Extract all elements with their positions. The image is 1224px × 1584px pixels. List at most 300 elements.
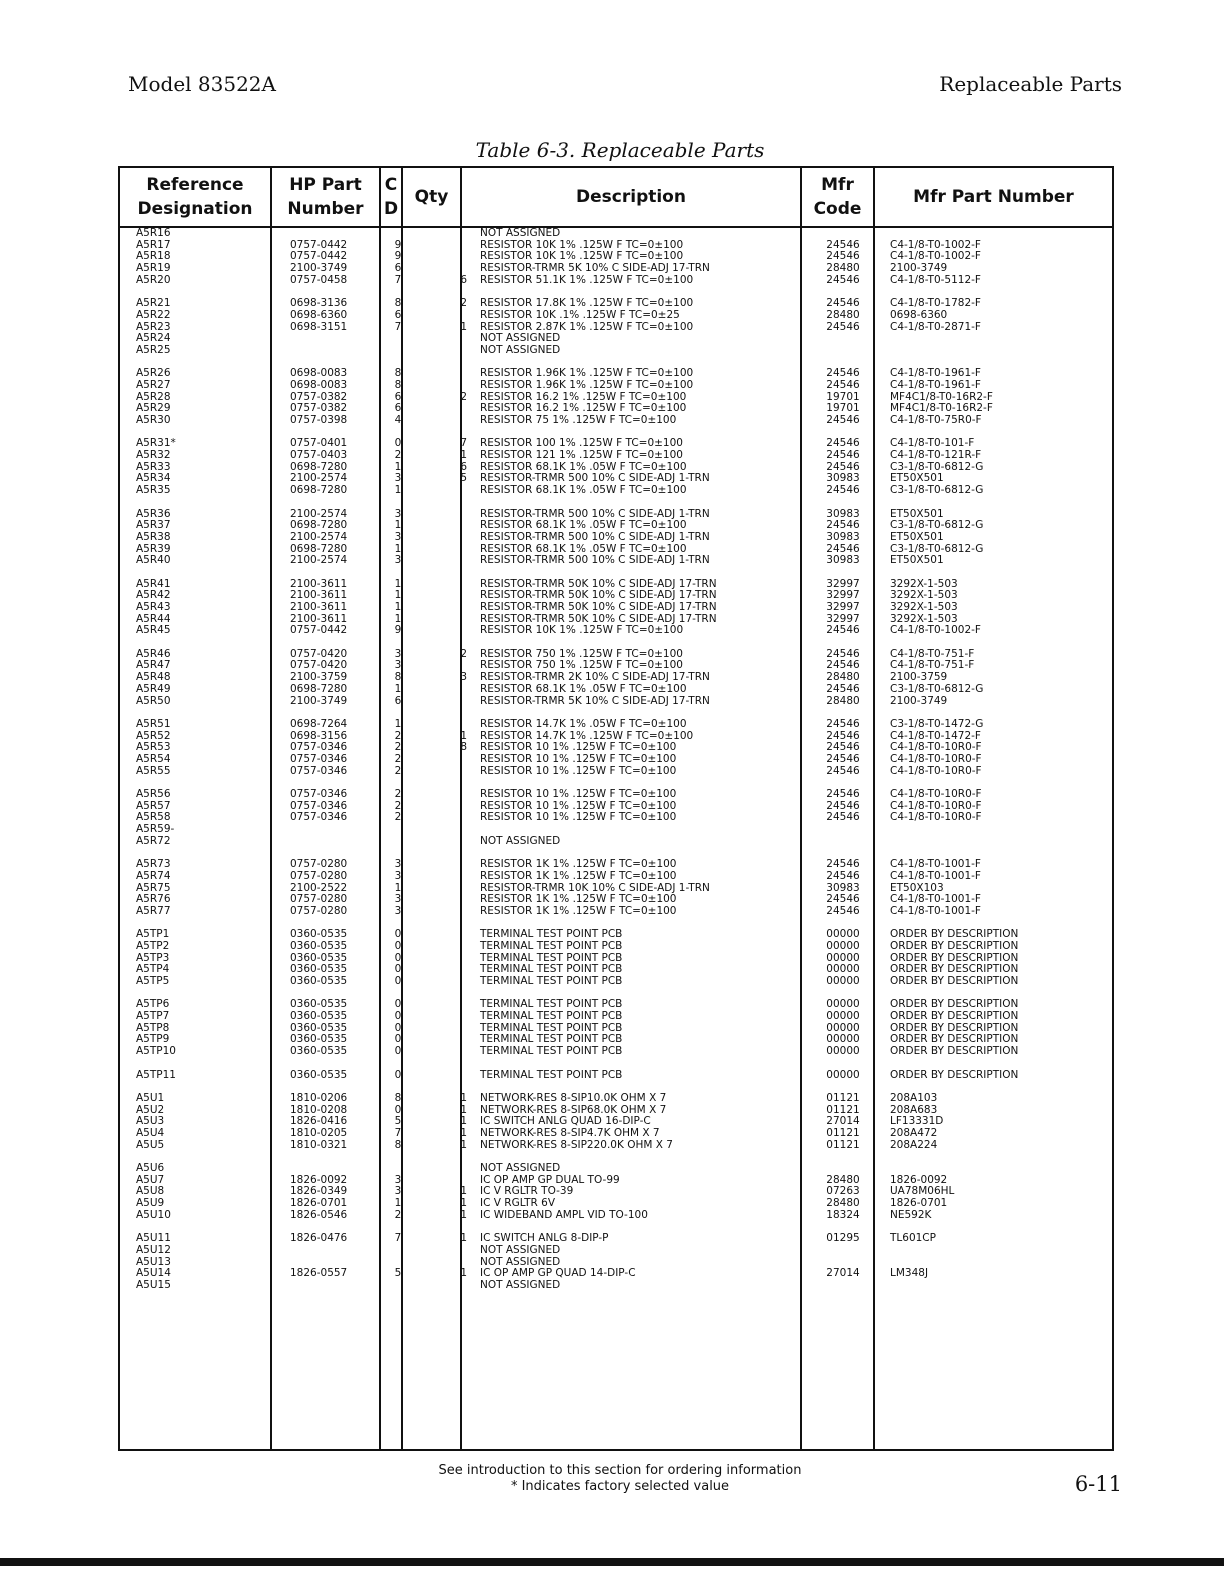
mfr-part-number: LM348J [890, 1267, 929, 1280]
description: NOT ASSIGNED [480, 343, 561, 356]
hp-part-number: 0757-0420 [290, 659, 348, 672]
hp-part-number: 0698-7280 [290, 682, 348, 695]
description: NETWORK-RES 8-SIP68.0K OHM X 7 [480, 1103, 667, 1116]
description: RESISTOR 1K 1% .125W F TC=0±100 [480, 869, 677, 882]
qty: 1 [460, 320, 467, 333]
cd-digit: 1 [394, 460, 402, 473]
header-qty: Qty [414, 187, 449, 207]
mfr-code: 24546 [826, 250, 860, 263]
cd-digit: 1 [394, 519, 402, 532]
description: RESISTOR 51.1K 1% .125W F TC=0±100 [480, 273, 694, 286]
mfr-part-number: C4-1/8-T0-751-F [890, 659, 975, 672]
mfr-part-number: C3-1/8-T0-1472-G [890, 717, 984, 730]
description: RESISTOR-TRMR 500 10% C SIDE-ADJ 1-TRN [480, 472, 710, 485]
row-group [120, 859, 1112, 917]
mfr-code: 00000 [826, 1068, 860, 1081]
mfr-code: 24546 [826, 717, 860, 730]
mfr-code: 27014 [826, 1267, 860, 1280]
ref-designation: A5R26 [136, 367, 171, 380]
description: NOT ASSIGNED [480, 834, 561, 847]
description: RESISTOR 16.2 1% .125W F TC=0±100 [480, 402, 687, 415]
mfr-part-number: C4-1/8-T0-1001-F [890, 869, 981, 882]
description: RESISTOR 100 1% .125W F TC=0±100 [480, 437, 683, 450]
ref-designation: A5R54 [136, 752, 171, 765]
cd-digit: 3 [394, 554, 402, 567]
ref-designation: A5R72 [136, 834, 171, 847]
table-row [120, 1046, 1112, 1058]
mfr-part-number: LF13331D [890, 1115, 944, 1128]
qty: 2 [460, 297, 467, 310]
cd-digit: 4 [394, 414, 402, 426]
description: TERMINAL TEST POINT PCB [480, 1033, 623, 1046]
mfr-code: 00000 [826, 1045, 860, 1058]
cd-digit: 7 [394, 320, 402, 333]
hp-part-number: 0698-7280 [290, 542, 348, 555]
mfr-code: 24546 [826, 320, 860, 333]
description: NETWORK-RES 8-SIP4.7K OHM X 7 [480, 1126, 660, 1139]
ref-designation: A5U9 [136, 1197, 165, 1210]
mfr-part-number: C4-1/8-T0-1961-F [890, 378, 981, 391]
ref-designation: A5TP8 [136, 1021, 170, 1034]
cd-digit: 3 [394, 647, 402, 660]
mfr-code: 01121 [826, 1091, 860, 1104]
description: RESISTOR 68.1K 1% .05W F TC=0±100 [480, 484, 687, 497]
mfr-part-number: ORDER BY DESCRIPTION [890, 1033, 1019, 1046]
cd-digit: 9 [394, 250, 402, 263]
mfr-code: 18324 [826, 1208, 860, 1221]
mfr-code: 24546 [826, 659, 860, 672]
hp-part-number: 0757-0346 [290, 788, 348, 800]
qty: 1 [460, 1126, 467, 1139]
hp-part-number: 0360-0535 [290, 1068, 348, 1081]
cd-digit: 0 [394, 951, 402, 964]
model-header: Model 83522A [128, 72, 276, 96]
cd-digit: 7 [394, 1126, 402, 1139]
mfr-code: 24546 [826, 378, 860, 391]
mfr-code: 32997 [826, 612, 860, 625]
table-row [120, 602, 1112, 614]
table-row [120, 1011, 1112, 1023]
hp-part-number: 0757-0458 [290, 273, 348, 286]
cd-digit: 1 [394, 601, 402, 613]
mfr-code: 24546 [826, 682, 860, 695]
mfr-part-number: C4-1/8-T0-1002-F [890, 624, 981, 637]
description: RESISTOR-TRMR 50K 10% C SIDE-ADJ 17-TRN [480, 589, 717, 602]
mfr-code: 00000 [826, 1021, 860, 1034]
ref-designation: A5R76 [136, 893, 171, 906]
ref-designation: A5R38 [136, 530, 171, 543]
cd-digit: 0 [394, 939, 402, 952]
ref-designation: A5U10 [136, 1208, 171, 1221]
cd-digit: 6 [394, 308, 402, 321]
mfr-code: 24546 [826, 367, 860, 380]
mfr-part-number: C3-1/8-T0-6812-G [890, 519, 984, 532]
mfr-code: 24546 [826, 752, 860, 765]
row-group [120, 228, 1112, 286]
table-row [120, 450, 1112, 462]
ref-designation: A5TP4 [136, 963, 170, 976]
ref-designation: A5R52 [136, 729, 171, 742]
cd-digit: 8 [394, 671, 402, 684]
mfr-code: 19701 [826, 390, 860, 403]
ref-designation: A5TP7 [136, 1010, 170, 1023]
ref-designation: A5R24 [136, 332, 171, 345]
mfr-part-number: C4-1/8-T0-5112-F [890, 273, 981, 286]
ref-designation: A5R57 [136, 799, 171, 812]
row-group [120, 649, 1112, 707]
mfr-code: 24546 [826, 788, 860, 800]
header-description: Description [576, 187, 686, 207]
mfr-part-number: ORDER BY DESCRIPTION [890, 1021, 1019, 1034]
description: RESISTOR 10 1% .125W F TC=0±100 [480, 788, 677, 800]
mfr-part-number: C4-1/8-T0-10R0-F [890, 764, 982, 777]
table-row [120, 1233, 1112, 1245]
table-row [120, 380, 1112, 392]
table-row [120, 228, 1112, 240]
description: TERMINAL TEST POINT PCB [480, 975, 623, 987]
mfr-code: 00000 [826, 939, 860, 952]
cd-digit: 3 [394, 869, 402, 882]
cd-digit: 6 [394, 390, 402, 403]
cd-digit: 1 [394, 1197, 402, 1210]
mfr-part-number: ET50X103 [890, 881, 944, 894]
table-row [120, 263, 1112, 275]
row-group [120, 579, 1112, 637]
mfr-code: 28480 [826, 262, 860, 275]
hp-part-number: 0698-3136 [290, 297, 348, 310]
description: NOT ASSIGNED [480, 227, 561, 239]
mfr-code: 24546 [826, 729, 860, 742]
description: IC WIDEBAND AMPL VID TO-100 [480, 1208, 648, 1221]
mfr-code: 01121 [826, 1103, 860, 1116]
mfr-code: 24546 [826, 238, 860, 251]
description: RESISTOR-TRMR 50K 10% C SIDE-ADJ 17-TRN [480, 601, 717, 613]
ref-designation: A5R59- [136, 823, 175, 836]
hp-part-number: 2100-3749 [290, 694, 348, 707]
section-header: Replaceable Parts [939, 72, 1122, 96]
cd-digit: 6 [394, 402, 402, 415]
ref-designation: A5R28 [136, 390, 171, 403]
ref-designation: A5R35 [136, 484, 171, 497]
table-row [120, 275, 1112, 287]
hp-part-number: 2100-2574 [290, 554, 348, 567]
hp-part-number: 0360-0535 [290, 963, 348, 976]
hp-part-number: 0360-0535 [290, 939, 348, 952]
page-number: 6-11 [1074, 1472, 1122, 1496]
mfr-code: 32997 [826, 577, 860, 590]
cd-digit: 9 [394, 238, 402, 251]
table-row [120, 1268, 1112, 1280]
cd-digit: 1 [394, 577, 402, 590]
description: NETWORK-RES 8-SIP220.0K OHM X 7 [480, 1138, 673, 1151]
mfr-part-number: C4-1/8-T0-10R0-F [890, 752, 982, 765]
table-row [120, 322, 1112, 334]
hp-part-number: 0757-0346 [290, 764, 348, 777]
description: RESISTOR-TRMR 50K 10% C SIDE-ADJ 17-TRN [480, 577, 717, 590]
hp-part-number: 0698-3151 [290, 320, 348, 333]
cd-digit: 1 [394, 682, 402, 695]
ref-designation: A5U13 [136, 1255, 171, 1268]
description: RESISTOR-TRMR 5K 10% C SIDE-ADJ 17-TRN [480, 694, 710, 707]
factory-selected-note: * Indicates factory selected value [510, 1479, 730, 1494]
mfr-code: 27014 [826, 1115, 860, 1128]
row-group [120, 1233, 1112, 1291]
row-group [120, 1093, 1112, 1151]
qty: 8 [460, 741, 467, 754]
mfr-part-number: C3-1/8-T0-6812-G [890, 682, 984, 695]
table-row [120, 1245, 1112, 1257]
hp-part-number: 0698-0083 [290, 378, 348, 391]
cd-digit: 2 [394, 811, 402, 824]
mfr-code: 24546 [826, 647, 860, 660]
ref-designation: A5R29 [136, 402, 171, 415]
ref-designation: A5U1 [136, 1091, 165, 1104]
mfr-code: 32997 [826, 601, 860, 613]
ref-designation: A5R19 [136, 262, 171, 275]
hp-part-number: 0698-7280 [290, 460, 348, 473]
table-row [120, 1140, 1112, 1152]
cd-digit: 2 [394, 449, 402, 462]
row-group [120, 719, 1112, 777]
ref-designation: A5R49 [136, 682, 171, 695]
mfr-code: 00000 [826, 975, 860, 987]
cd-digit: 1 [394, 612, 402, 625]
mfr-code: 24546 [826, 811, 860, 824]
ref-designation: A5R20 [136, 273, 171, 286]
table-row [120, 1070, 1112, 1082]
description: NETWORK-RES 8-SIP10.0K OHM X 7 [480, 1091, 667, 1104]
mfr-code: 24546 [826, 799, 860, 812]
hp-part-number: 0757-0403 [290, 449, 348, 462]
row-group [120, 1070, 1112, 1082]
cd-digit: 8 [394, 1091, 402, 1104]
cd-digit: 2 [394, 729, 402, 742]
mfr-code: 24546 [826, 764, 860, 777]
description: TERMINAL TEST POINT PCB [480, 939, 623, 952]
mfr-part-number: ORDER BY DESCRIPTION [890, 939, 1019, 952]
description: RESISTOR 750 1% .125W F TC=0±100 [480, 647, 683, 660]
table-row [120, 871, 1112, 883]
cd-digit: 3 [394, 472, 402, 485]
mfr-part-number: C3-1/8-T0-6812-G [890, 542, 984, 555]
mfr-part-number: C4-1/8-T0-101-F [890, 437, 975, 450]
ref-designation: A5R16 [136, 227, 171, 239]
description: RESISTOR 14.7K 1% .125W F TC=0±100 [480, 729, 694, 742]
mfr-code: 24546 [826, 297, 860, 310]
mfr-part-number: ORDER BY DESCRIPTION [890, 963, 1019, 976]
table-row [120, 1163, 1112, 1175]
ref-designation: A5R25 [136, 343, 171, 356]
description: RESISTOR 10 1% .125W F TC=0±100 [480, 764, 677, 777]
hp-part-number: 1826-0476 [290, 1232, 348, 1245]
ref-designation: A5TP2 [136, 939, 170, 952]
description: RESISTOR-TRMR 2K 10% C SIDE-ADJ 17-TRN [480, 671, 710, 684]
table-row [120, 532, 1112, 544]
description: RESISTOR 1K 1% .125W F TC=0±100 [480, 858, 677, 871]
ref-designation: A5U4 [136, 1126, 165, 1139]
mfr-part-number: TL601CP [890, 1232, 936, 1245]
ref-designation: A5TP6 [136, 998, 170, 1011]
mfr-part-number: 2100-3759 [890, 671, 948, 684]
mfr-part-number: C4-1/8-T0-1001-F [890, 893, 981, 906]
mfr-part-number: C4-1/8-T0-10R0-F [890, 788, 982, 800]
mfr-part-number: 3292X-1-503 [890, 612, 958, 625]
cd-digit: 1 [394, 717, 402, 730]
qty: 1 [460, 1267, 467, 1280]
mfr-code: 24546 [826, 460, 860, 473]
mfr-part-number: 3292X-1-503 [890, 577, 958, 590]
ref-designation: A5U8 [136, 1185, 165, 1198]
table-row [120, 345, 1112, 357]
cd-digit: 5 [394, 1115, 402, 1128]
mfr-code: 00000 [826, 1010, 860, 1023]
mfr-part-number: 1826-0701 [890, 1197, 948, 1210]
ref-designation: A5R45 [136, 624, 171, 637]
mfr-part-number: ORDER BY DESCRIPTION [890, 1010, 1019, 1023]
cd-digit: 7 [394, 273, 402, 286]
mfr-part-number: 1826-0092 [890, 1173, 948, 1186]
table-row [120, 1280, 1112, 1292]
ref-designation: A5U7 [136, 1173, 165, 1186]
hp-part-number: 0757-0398 [290, 414, 348, 426]
header-cd: C D [383, 175, 399, 219]
hp-part-number: 2100-3611 [290, 612, 348, 625]
hp-part-number: 1810-0205 [290, 1126, 348, 1139]
table-row [120, 906, 1112, 918]
mfr-part-number: C4-1/8-T0-1782-F [890, 297, 981, 310]
mfr-code: 32997 [826, 589, 860, 602]
mfr-code: 24546 [826, 519, 860, 532]
row-group [120, 509, 1112, 567]
mfr-part-number: ORDER BY DESCRIPTION [890, 1068, 1019, 1081]
cd-digit: 3 [394, 659, 402, 672]
description: RESISTOR-TRMR 500 10% C SIDE-ADJ 1-TRN [480, 507, 710, 520]
mfr-part-number: C4-1/8-T0-751-F [890, 647, 975, 660]
mfr-part-number: NE592K [890, 1208, 932, 1221]
mfr-part-number: C4-1/8-T0-121R-F [890, 449, 982, 462]
cd-digit: 3 [394, 530, 402, 543]
mfr-part-number: ET50X501 [890, 507, 944, 520]
ref-designation: A5U3 [136, 1115, 165, 1128]
ref-designation: A5TP10 [136, 1045, 176, 1058]
header-mfr-part-number: Mfr Part Number [913, 187, 1074, 207]
mfr-code: 24546 [826, 893, 860, 906]
mfr-code: 30983 [826, 881, 860, 894]
qty: 1 [460, 1103, 467, 1116]
hp-part-number: 2100-3611 [290, 589, 348, 602]
ref-designation: A5R51 [136, 717, 171, 730]
cd-digit: 8 [394, 1138, 402, 1151]
mfr-code: 24546 [826, 624, 860, 637]
hp-part-number: 2100-2522 [290, 881, 348, 894]
cd-digit: 2 [394, 752, 402, 765]
description: RESISTOR 1.96K 1% .125W F TC=0±100 [480, 378, 694, 391]
hp-part-number: 0757-0382 [290, 402, 348, 415]
mfr-part-number: ET50X501 [890, 530, 944, 543]
ref-designation: A5R27 [136, 378, 171, 391]
mfr-part-number: MF4C1/8-T0-16R2-F [890, 390, 993, 403]
hp-part-number: 0360-0535 [290, 975, 348, 987]
hp-part-number: 1826-0546 [290, 1208, 348, 1221]
description: RESISTOR 750 1% .125W F TC=0±100 [480, 659, 683, 672]
description: RESISTOR 1K 1% .125W F TC=0±100 [480, 893, 677, 906]
description: NOT ASSIGNED [480, 1255, 561, 1268]
ref-designation: A5R56 [136, 788, 171, 800]
hp-part-number: 0698-7264 [290, 717, 348, 730]
qty: 1 [460, 1091, 467, 1104]
cd-digit: 1 [394, 542, 402, 555]
hp-part-number: 0698-3156 [290, 729, 348, 742]
hp-part-number: 2100-3611 [290, 577, 348, 590]
hp-part-number: 1826-0092 [290, 1173, 348, 1186]
table-row [120, 719, 1112, 731]
cd-digit: 0 [394, 1068, 402, 1081]
cd-digit: 1 [394, 881, 402, 894]
mfr-part-number: 208A472 [890, 1126, 938, 1139]
hp-part-number: 1826-0349 [290, 1185, 348, 1198]
qty: 5 [460, 472, 467, 485]
cd-digit: 8 [394, 297, 402, 310]
table-row [120, 1128, 1112, 1140]
cd-digit: 8 [394, 378, 402, 391]
ref-designation: A5R44 [136, 612, 171, 625]
cd-digit: 3 [394, 893, 402, 906]
cd-digit: 3 [394, 1185, 402, 1198]
description: RESISTOR 10 1% .125W F TC=0±100 [480, 752, 677, 765]
table-row [120, 310, 1112, 322]
ref-designation: A5R46 [136, 647, 171, 660]
mfr-part-number: C4-1/8-T0-10R0-F [890, 799, 982, 812]
cd-digit: 2 [394, 764, 402, 777]
hp-part-number: 0757-0280 [290, 869, 348, 882]
cd-digit: 0 [394, 928, 402, 941]
ref-designation: A5R31* [136, 437, 176, 450]
mfr-part-number: C3-1/8-T0-6812-G [890, 460, 984, 473]
row-group [120, 999, 1112, 1057]
description: RESISTOR 14.7K 1% .05W F TC=0±100 [480, 717, 687, 730]
mfr-part-number: ORDER BY DESCRIPTION [890, 998, 1019, 1011]
hp-part-number: 0757-0280 [290, 904, 348, 917]
ref-designation: A5R42 [136, 589, 171, 602]
mfr-code: 24546 [826, 869, 860, 882]
table-row [120, 555, 1112, 567]
hp-part-number: 0757-0346 [290, 741, 348, 754]
hp-part-number: 0757-0346 [290, 799, 348, 812]
ref-designation: A5U11 [136, 1232, 171, 1245]
qty: 1 [460, 1197, 467, 1210]
row-group [120, 438, 1112, 496]
mfr-part-number: C4-1/8-T0-75R0-F [890, 414, 982, 426]
mfr-code: 00000 [826, 1033, 860, 1046]
row-group [120, 298, 1112, 356]
qty: 1 [460, 449, 467, 462]
ref-designation: A5R53 [136, 741, 171, 754]
description: RESISTOR-TRMR 10K 10% C SIDE-ADJ 1-TRN [480, 881, 710, 894]
header-mfr-code: Mfr Code [813, 175, 862, 219]
description: RESISTOR-TRMR 500 10% C SIDE-ADJ 1-TRN [480, 530, 710, 543]
mfr-part-number: C4-1/8-T0-2871-F [890, 320, 981, 333]
cd-digit: 0 [394, 1045, 402, 1058]
ref-designation: A5R22 [136, 308, 171, 321]
qty: 1 [460, 1232, 467, 1245]
hp-part-number: 1810-0321 [290, 1138, 348, 1151]
ref-designation: A5R55 [136, 764, 171, 777]
description: RESISTOR-TRMR 500 10% C SIDE-ADJ 1-TRN [480, 554, 710, 567]
hp-part-number: 0757-0346 [290, 811, 348, 824]
hp-part-number: 2100-2574 [290, 472, 348, 485]
mfr-part-number: C4-1/8-T0-1002-F [890, 250, 981, 263]
description: TERMINAL TEST POINT PCB [480, 1010, 623, 1023]
